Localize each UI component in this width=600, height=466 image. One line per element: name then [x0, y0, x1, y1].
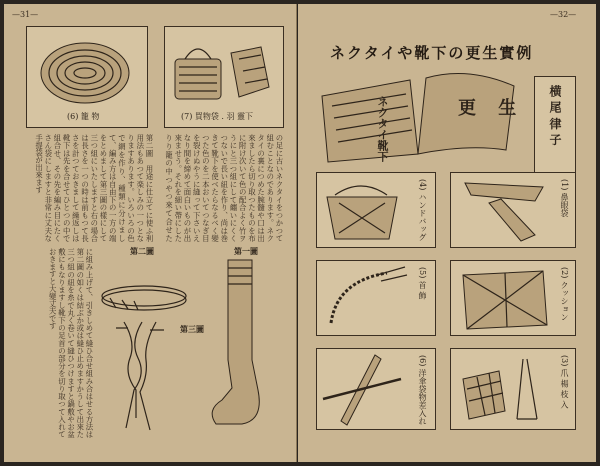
text-column: えなり間を締めて面白いものが出來ませう。それを細い帶にしたり	[164, 134, 202, 242]
right-page	[298, 4, 596, 462]
item-handbag	[316, 172, 436, 248]
necklace-illustration	[317, 261, 417, 335]
text-column: 組み合はせる方法は第二圖の如く	[75, 248, 94, 438]
item-eyeglass-case	[450, 172, 576, 248]
cushion-illustration	[451, 261, 557, 335]
text-column: 糸で丸く卷いて縫ひつけますと	[66, 293, 76, 401]
handbag-illustration	[317, 173, 417, 247]
text-column: たくさん袋にしますと非常に丈夫な手提袋が出來ます	[34, 134, 62, 242]
eyeglass-case-illustration	[451, 173, 557, 247]
text-column: は結ぶか或は縫ひ止めます	[75, 293, 85, 385]
toothpick-holder-caption: (3) 爪 楊 枝 入	[560, 355, 569, 409]
item-cushion	[450, 260, 576, 336]
text-column: 下の一方の端をとめまして第三圖の樣にして三つ組にいたしますと	[89, 134, 118, 242]
fig2-label: 第二圖	[130, 246, 154, 256]
stocking-illustration	[208, 260, 268, 430]
umbrella-case-caption: (6) 洋傘袋物差入れ	[418, 355, 427, 425]
basket-figure	[26, 26, 148, 128]
fig1-label: 第一圖	[234, 246, 258, 256]
article-text-upper-2	[24, 134, 154, 242]
bags-figure	[164, 26, 284, 128]
author-name: 横 尾 律 子	[548, 85, 562, 146]
article-text-upper	[164, 134, 284, 242]
text-column: と三つ組にして纏いにくくつないで長い紐を作り、尚は巻きて靴下を使べたら	[210, 134, 238, 242]
basket-caption: (6) 籠 物	[67, 112, 100, 121]
handbag-caption: (4) ハンドバッグ	[418, 179, 427, 241]
item-necklace	[316, 260, 436, 336]
text-column: の足に古いネクタイをつかつて組むことなのであります。ネクタイの裏につめた腕髓	[256, 134, 284, 242]
text-column: 右の場合は長さを一つの時は前もつて長さを計つておきまして	[71, 134, 99, 242]
umbrella-case-illustration	[317, 349, 417, 429]
bags-caption: (7) 買物袋 . 羽 靈下	[181, 112, 254, 121]
author-box	[534, 76, 576, 178]
right-page-number: —32—	[550, 10, 577, 19]
text-column: り籠の中つやつ來て合せた	[164, 142, 174, 242]
left-page	[4, 4, 297, 462]
book-script: 更 生	[458, 98, 525, 119]
fig3-label: 第三圖	[180, 324, 204, 334]
cushion-caption: (2) クッション	[560, 267, 569, 321]
eyeglass-case-caption: (1) 鼻眼袋	[560, 179, 569, 217]
text-column: や口は出來ましたら切り取つたものを布に附け次いて色の配合よく竹ヲうに	[228, 134, 266, 242]
text-column: 靴下の足首の部分を切り取つて	[57, 308, 67, 416]
text-column: に組み上げて、引きしめて縫ひ合せ	[85, 248, 94, 370]
text-column: 鍋敷やお盆敷にもなりますし	[57, 248, 76, 438]
toothpick-holder-illustration	[451, 349, 557, 429]
text-column: なるべく變つた色のを二本おいてつなぎ目を裂けぬやうに縫って下さい	[192, 134, 220, 242]
left-page-number: —31—	[12, 10, 39, 19]
article-text-lower	[12, 248, 94, 438]
text-column: あります。いろいろの色で網を作り、種類に分けまして、編み方は自由	[108, 134, 136, 242]
text-column: 入れておきますと大變丈夫です	[48, 248, 67, 438]
necklace-caption: (5) 首 飾	[418, 267, 427, 300]
item-umbrella-case	[316, 348, 436, 430]
text-column: 繰返しは靴下は先を合せてひとつの中で組合せ、その先を編み目に	[52, 134, 81, 242]
page-title: ネクタイや靴下の更生實例	[330, 44, 534, 62]
text-column: かうして出來た三つ組の紐を	[66, 248, 85, 438]
item-toothpick-holder	[450, 348, 576, 430]
book-vertical-text: ネクタイ靴下	[376, 96, 389, 162]
braid-illustration	[116, 322, 176, 434]
band-illustration	[100, 282, 190, 322]
text-column: 第二圖 用途に仕立てに使ふ利用法もあつて楽しみの一つとなります	[126, 134, 154, 242]
